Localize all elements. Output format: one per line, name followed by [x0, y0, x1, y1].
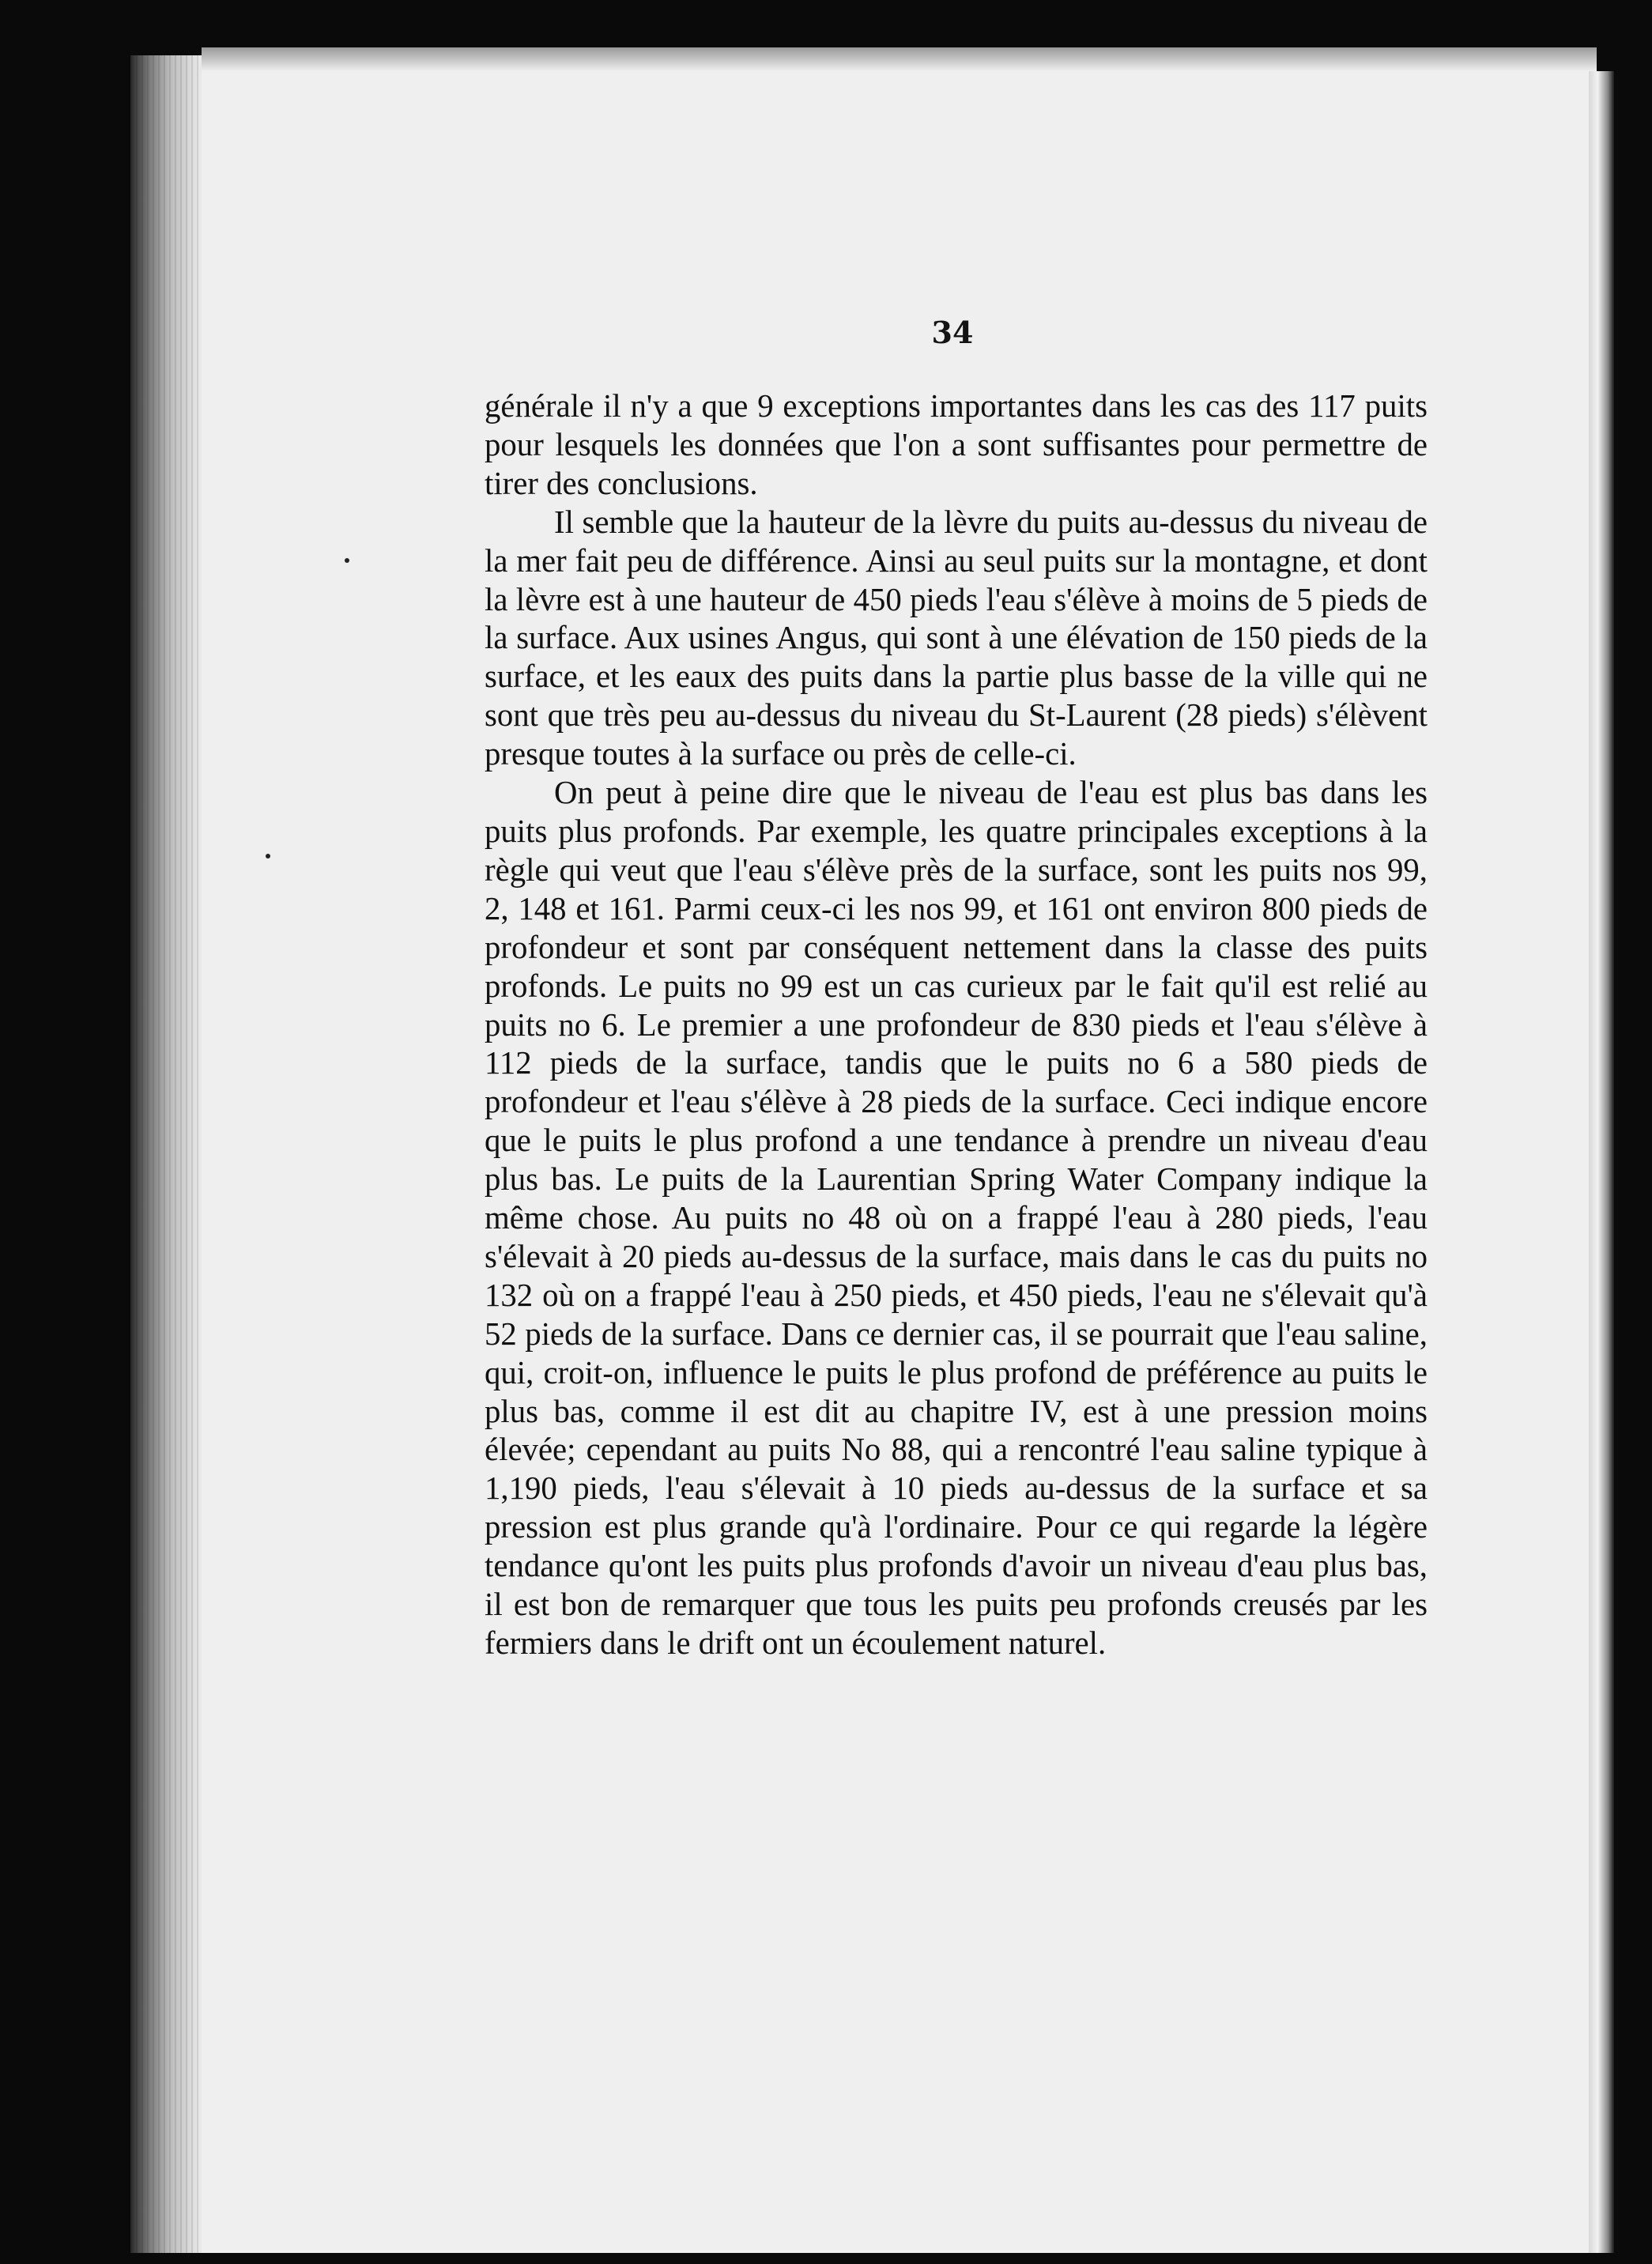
paragraph-1: générale il n'y a que 9 exceptions importantes dans les cas des 117 puits pour lesquels les données que l'on a sont suffisantes pour permettre de tirer des conclusions.	[485, 388, 1428, 501]
margin-speck	[266, 854, 270, 858]
page-number: 34	[931, 315, 974, 350]
paragraph-2: Il semble que la hauteur de la lèvre du puits au-dessus du niveau de la mer fait peu de différence. Ainsi au seul puits sur la montagne, et dont la lèvre est à une hauteur de 450 pieds l'eau s'élève à moins de 5 pieds de la surface. Aux usines Angus, qui sont à une élévation de 150 pieds de la surface, et les eaux des puits dans la partie plus basse de la ville qui ne sont que très peu au-dessus du niveau du St-Laurent (28 pieds) s'élèvent presque toutes à la surface ou près de celle-ci.	[485, 504, 1428, 772]
page-top-shadow	[202, 47, 1597, 71]
margin-speck	[345, 558, 349, 563]
body-text	[485, 387, 1428, 1663]
paragraph-3: On peut à peine dire que le niveau de l'eau est plus bas dans les puits plus profonds. Par exemple, les quatre principales exceptions à la règle qui veut que l'eau s'élève près de la surface, sont les puits nos 99, 2, 148 et 161. Parmi ceux-ci les nos 99, et 161 ont environ 800 pieds de profondeur et sont par conséquent nettement dans la classe des puits profonds. Le puits no 99 est un cas curieux par le fait qu'il est relié au puits no 6. Le premier a une profondeur de 830 pieds et l'eau s'élève à 112 pieds de la surface, tandis que le puits no 6 a 580 pieds de profondeur et l'eau s'élève à 28 pieds de la surface. Ceci indique encore que le puits le plus profond a une tendance à prendre un niveau d'eau plus bas. Le puits de la Laurentian Spring Water Company indique la même chose. Au puits no 48 où on a frappé l'eau à 280 pieds, l'eau s'élevait à 20 pieds au-dessus de la surface, mais dans le cas du puits no 132 où on a frappé l'eau à 250 pieds, et 450 pieds, l'eau ne s'élevait qu'à 52 pieds de la surface. Dans ce dernier cas, il se pourrait que l'eau saline, qui, croit-on, influence le puits le plus profond de préférence au puits le plus bas, comme il est dit au chapitre IV, est à une pression moins élevée; cependant au puits No 88, qui a rencontré l'eau saline typique à 1,190 pieds, l'eau s'élevait à 10 pieds au-dessus de la surface et sa pression est plus grande qu'à l'ordinaire. Pour ce qui regarde la légère tendance qu'ont les puits plus profonds d'avoir un niveau d'eau plus bas, il est bon de remarquer que tous les puits peu profonds creusés par les fermiers dans le drift ont un écoulement naturel.	[485, 775, 1428, 1661]
page-right-edge	[1589, 71, 1614, 2253]
